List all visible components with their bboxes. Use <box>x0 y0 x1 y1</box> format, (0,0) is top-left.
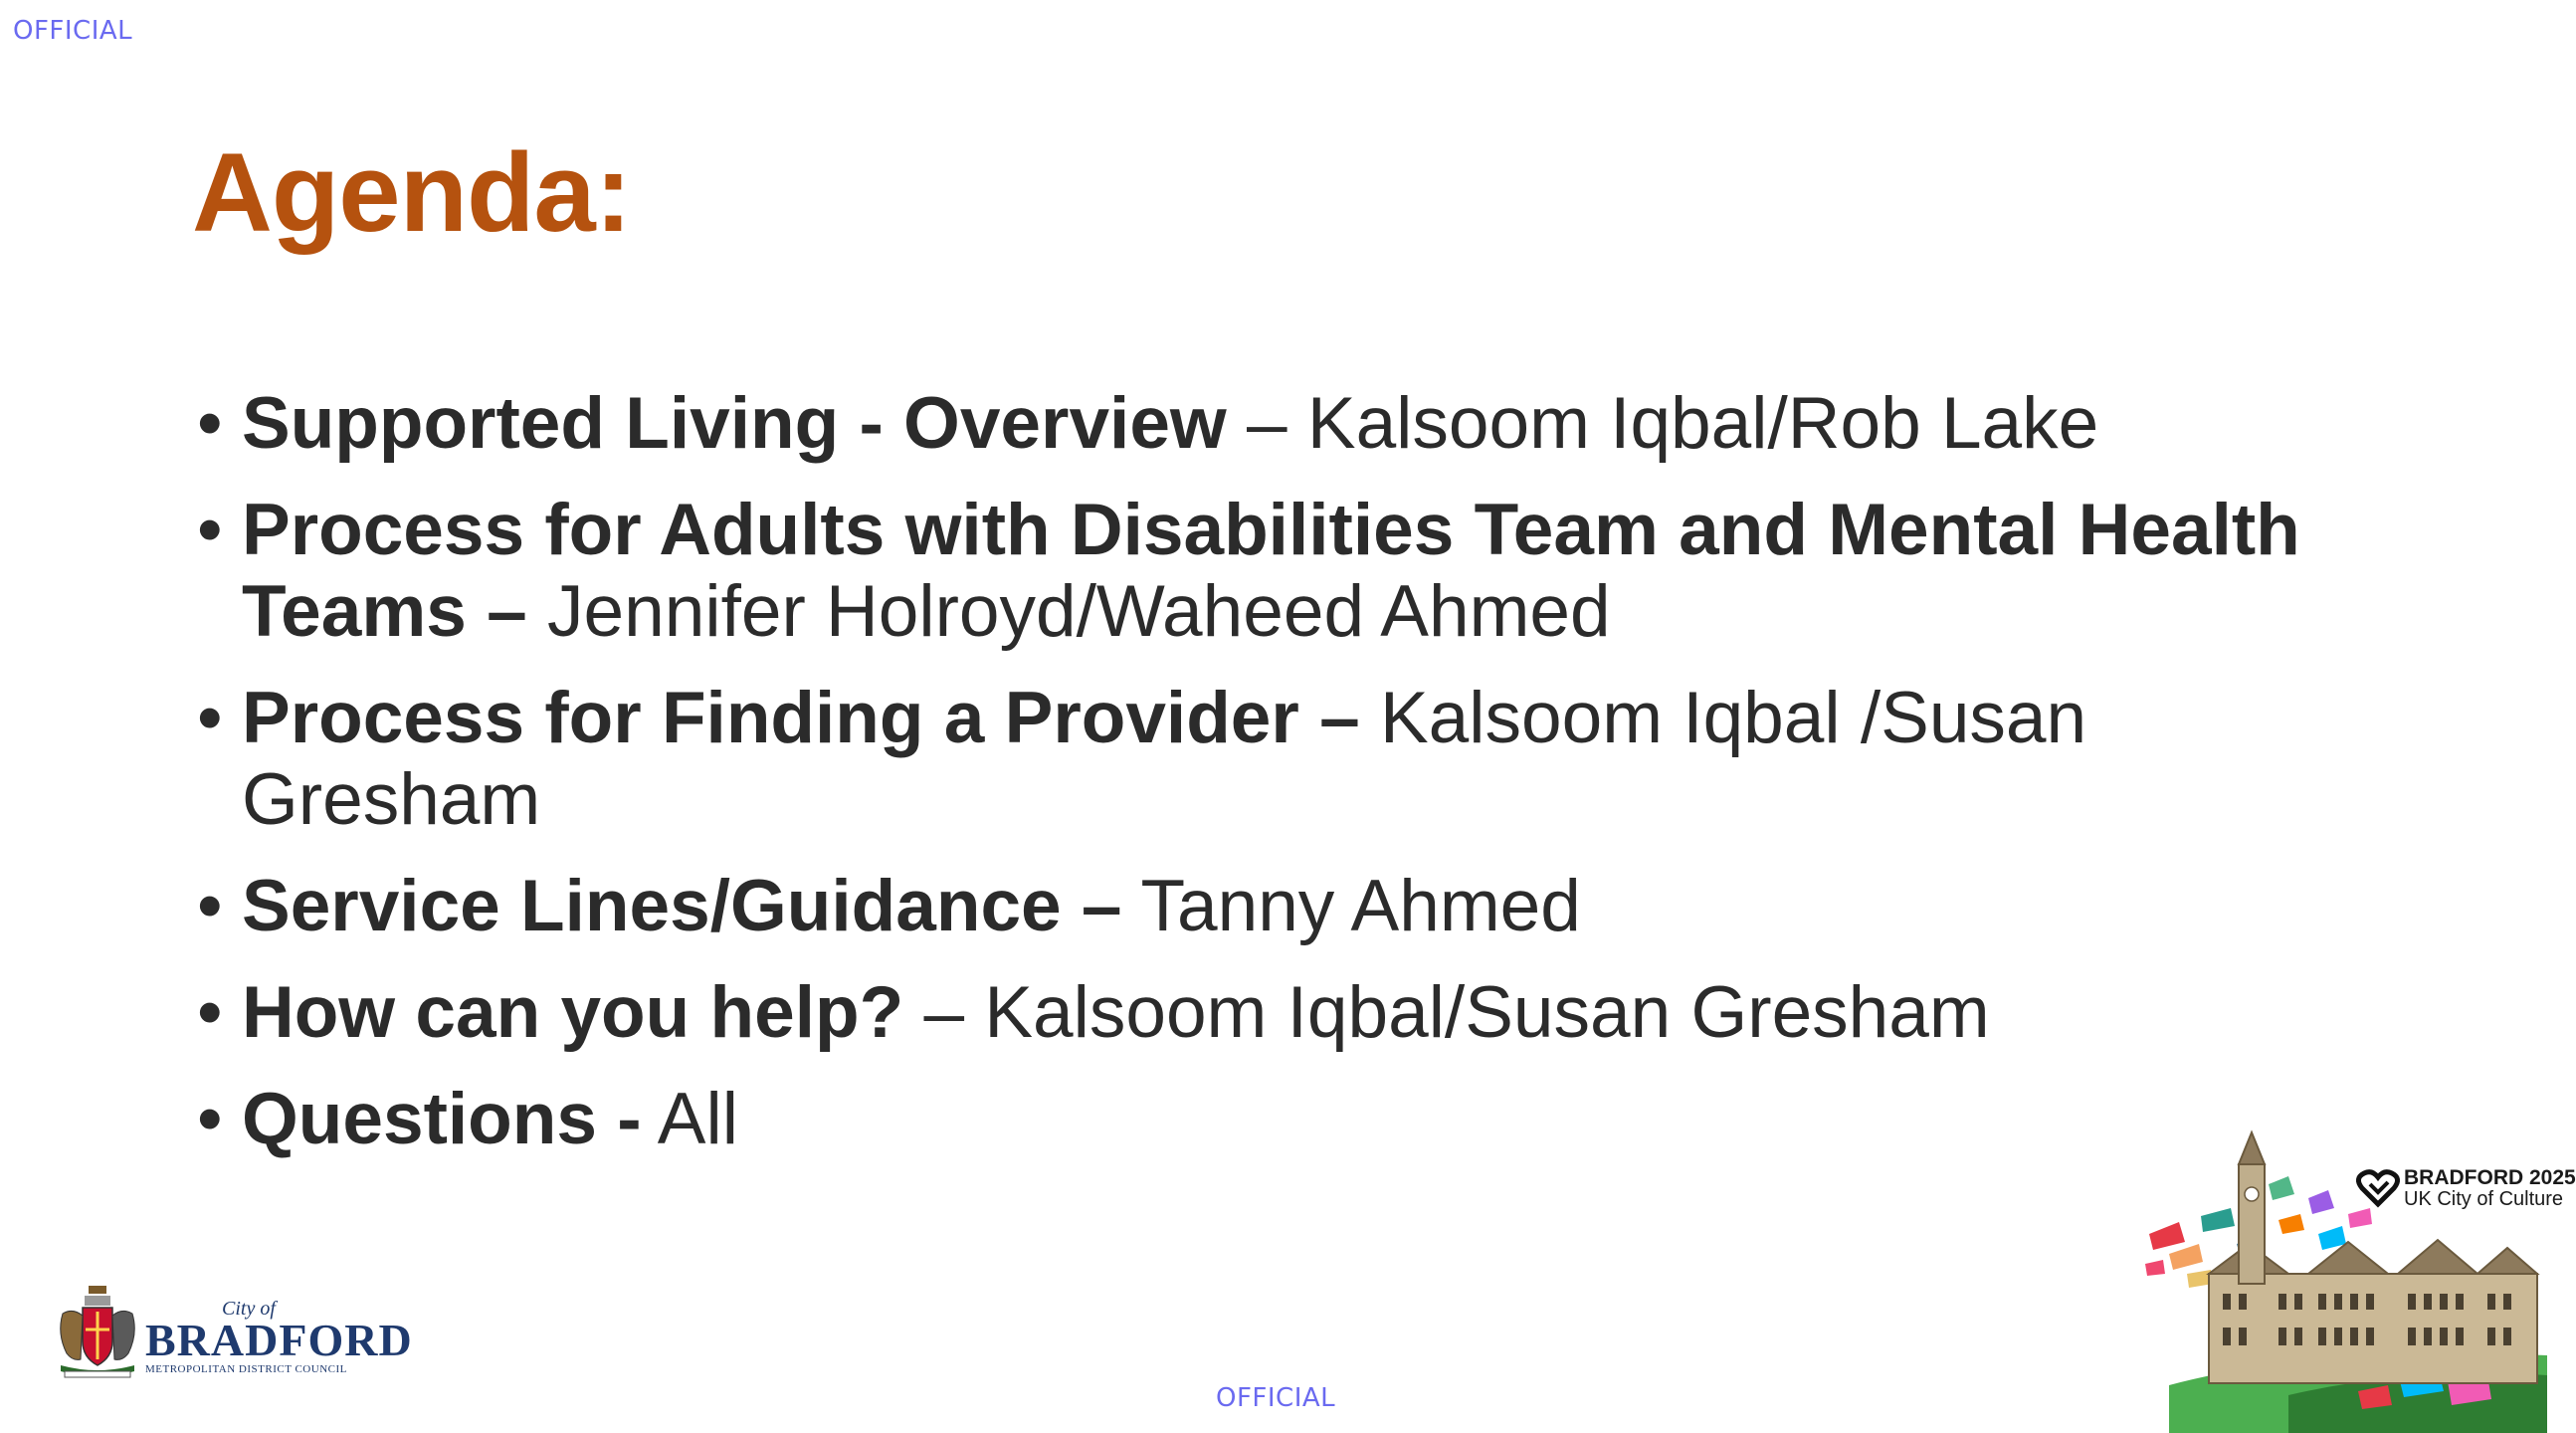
agenda-item <box>189 1079 2378 1160</box>
agenda-item-presenters: – Kalsoom Iqbal/Rob Lake <box>1226 383 2099 464</box>
bullet-icon: • <box>197 866 223 946</box>
agenda-item-topic: How can you help? <box>242 972 904 1053</box>
council-city-of: City of <box>222 1298 276 1320</box>
agenda-item-presenters: Jennifer Holroyd/Waheed Ahmed <box>526 571 1611 652</box>
agenda-item-topic: Questions - <box>242 1079 642 1159</box>
agenda-item <box>189 383 2378 465</box>
bullet-icon: • <box>197 678 223 758</box>
agenda-item-presenters: Tanny Ahmed <box>1121 866 1581 946</box>
agenda-item-topic: Supported Living - Overview <box>242 383 1227 464</box>
council-subtitle: METROPOLITAN DISTRICT COUNCIL <box>145 1363 347 1375</box>
agenda-list <box>189 383 2378 1185</box>
agenda-item-presenters: All <box>641 1079 738 1159</box>
bullet-icon: • <box>197 1079 223 1159</box>
agenda-item-presenters: Kalsoom Iqbal /Susan Gresham <box>242 678 2087 840</box>
agenda-item <box>189 490 2378 653</box>
agenda-item-topic: Process for Finding a Provider – <box>242 678 1360 758</box>
agenda-item <box>189 866 2378 947</box>
council-name: BRADFORD <box>145 1315 413 1365</box>
culture-subtitle: UK City of Culture <box>2404 1188 2564 1210</box>
culture-title: BRADFORD 2025 <box>2404 1166 2576 1189</box>
agenda-item <box>189 972 2378 1054</box>
bullet-icon: • <box>197 383 223 464</box>
bradford-council-logo <box>55 1284 413 1383</box>
agenda-item-topic: Process for Adults with Disabilities Team and Mental Health Teams – <box>242 490 2300 652</box>
page-title: Agenda: <box>192 130 631 255</box>
heart-icon <box>2358 1170 2398 1206</box>
classification-bottom: OFFICIAL <box>1216 1383 1336 1413</box>
city-of-culture-logo <box>2139 1125 2576 1433</box>
agenda-item-topic: Service Lines/Guidance – <box>242 866 1122 946</box>
coat-of-arms-icon <box>55 1284 140 1379</box>
agenda-item-presenters: – Kalsoom Iqbal/Susan Gresham <box>903 972 1990 1053</box>
bullet-icon: • <box>197 490 223 570</box>
bullet-icon: • <box>197 972 223 1053</box>
classification-top: OFFICIAL <box>13 16 133 46</box>
agenda-item <box>189 678 2378 841</box>
